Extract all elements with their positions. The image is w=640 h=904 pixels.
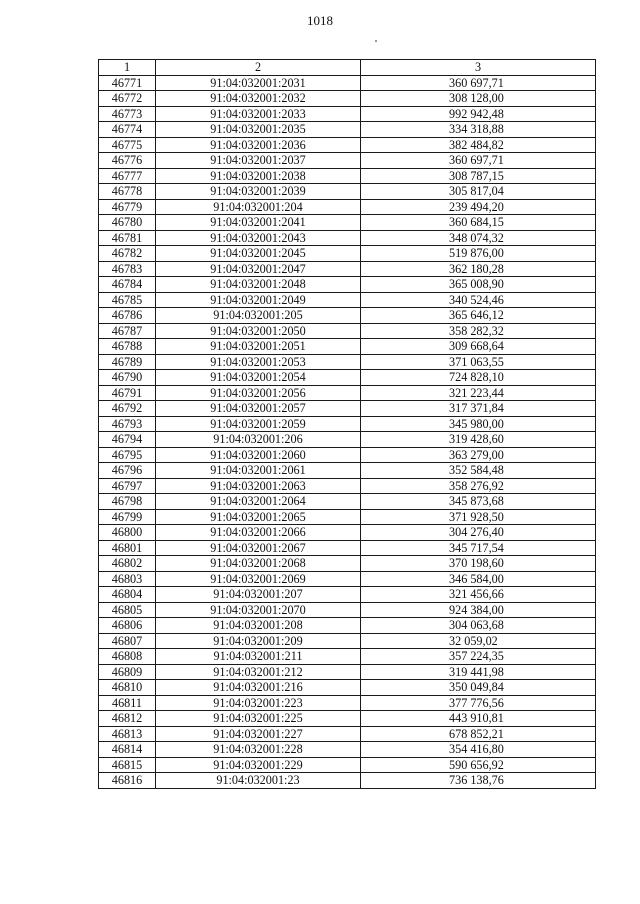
table-row — [99, 246, 596, 262]
table-row — [99, 540, 596, 556]
row-number-cell: 46806 — [99, 618, 156, 634]
cadastral-value-cell: 358 282,32 — [361, 323, 596, 339]
row-number-cell: 46787 — [99, 323, 156, 339]
cadastral-value-cell: 308 128,00 — [361, 91, 596, 107]
row-number-cell: 46810 — [99, 680, 156, 696]
row-number-cell: 46774 — [99, 122, 156, 138]
cadastral-number-cell: 91:04:032001:206 — [156, 432, 361, 448]
cadastral-number-cell: 91:04:032001:216 — [156, 680, 361, 696]
cadastral-number-cell: 91:04:032001:2036 — [156, 137, 361, 153]
row-number-cell: 46804 — [99, 587, 156, 603]
row-number-cell: 46780 — [99, 215, 156, 231]
cadastral-value-cell: 321 456,66 — [361, 587, 596, 603]
row-number-cell: 46803 — [99, 571, 156, 587]
table-row — [99, 91, 596, 107]
cadastral-value-cell: 357 224,35 — [361, 649, 596, 665]
row-number-cell: 46773 — [99, 106, 156, 122]
cadastral-value-cell: 519 876,00 — [361, 246, 596, 262]
row-number-cell: 46800 — [99, 525, 156, 541]
row-number-cell: 46793 — [99, 416, 156, 432]
cadastral-number-cell: 91:04:032001:2039 — [156, 184, 361, 200]
table-row — [99, 757, 596, 773]
cadastral-value-cell: 319 428,60 — [361, 432, 596, 448]
cadastral-number-cell: 91:04:032001:2031 — [156, 75, 361, 91]
table-row — [99, 323, 596, 339]
table-row — [99, 478, 596, 494]
row-number-cell: 46809 — [99, 664, 156, 680]
row-number-cell: 46778 — [99, 184, 156, 200]
cadastral-value-cell: 371 928,50 — [361, 509, 596, 525]
cadastral-value-cell: 360 697,71 — [361, 153, 596, 169]
cadastral-number-cell: 91:04:032001:209 — [156, 633, 361, 649]
row-number-cell: 46782 — [99, 246, 156, 262]
cadastral-number-cell: 91:04:032001:2049 — [156, 292, 361, 308]
table-row — [99, 525, 596, 541]
cadastral-number-cell: 91:04:032001:2056 — [156, 385, 361, 401]
cadastral-value-cell: 371 063,55 — [361, 354, 596, 370]
cadastral-number-cell: 91:04:032001:2045 — [156, 246, 361, 262]
table-row — [99, 277, 596, 293]
table-row — [99, 137, 596, 153]
cadastral-value-cell: 365 008,90 — [361, 277, 596, 293]
row-number-cell: 46788 — [99, 339, 156, 355]
cadastral-number-cell: 91:04:032001:2032 — [156, 91, 361, 107]
table-row — [99, 556, 596, 572]
table-row — [99, 354, 596, 370]
table-row — [99, 773, 596, 789]
table-row — [99, 122, 596, 138]
cadastral-number-cell: 91:04:032001:2035 — [156, 122, 361, 138]
table-row — [99, 432, 596, 448]
cadastral-value-cell: 358 276,92 — [361, 478, 596, 494]
table-row — [99, 416, 596, 432]
cadastral-value-cell: 924 384,00 — [361, 602, 596, 618]
table-row — [99, 75, 596, 91]
table-row — [99, 153, 596, 169]
table-row — [99, 385, 596, 401]
cadastral-number-cell: 91:04:032001:223 — [156, 695, 361, 711]
row-number-cell: 46815 — [99, 757, 156, 773]
cadastral-value-table — [98, 59, 596, 789]
table-row — [99, 571, 596, 587]
table-row — [99, 726, 596, 742]
cadastral-number-cell: 91:04:032001:2070 — [156, 602, 361, 618]
row-number-cell: 46781 — [99, 230, 156, 246]
cadastral-number-cell: 91:04:032001:2043 — [156, 230, 361, 246]
row-number-cell: 46811 — [99, 695, 156, 711]
cadastral-number-cell: 91:04:032001:204 — [156, 199, 361, 215]
scan-speck — [375, 40, 377, 42]
table-row — [99, 199, 596, 215]
cadastral-number-cell: 91:04:032001:2033 — [156, 106, 361, 122]
table-row — [99, 587, 596, 603]
table-row — [99, 339, 596, 355]
page-number: 1018 — [307, 13, 333, 28]
cadastral-number-cell: 91:04:032001:2066 — [156, 525, 361, 541]
cadastral-value-cell: 309 668,64 — [361, 339, 596, 355]
cadastral-value-cell: 360 684,15 — [361, 215, 596, 231]
column-header-3: 3 — [361, 60, 596, 76]
cadastral-value-cell: 239 494,20 — [361, 199, 596, 215]
cadastral-number-cell: 91:04:032001:2037 — [156, 153, 361, 169]
table-row — [99, 618, 596, 634]
row-number-cell: 46785 — [99, 292, 156, 308]
row-number-cell: 46792 — [99, 401, 156, 417]
table-row — [99, 308, 596, 324]
cadastral-value-cell: 340 524,46 — [361, 292, 596, 308]
cadastral-number-cell: 91:04:032001:228 — [156, 742, 361, 758]
table-row — [99, 215, 596, 231]
cadastral-number-cell: 91:04:032001:2057 — [156, 401, 361, 417]
row-number-cell: 46813 — [99, 726, 156, 742]
cadastral-number-cell: 91:04:032001:229 — [156, 757, 361, 773]
row-number-cell: 46808 — [99, 649, 156, 665]
row-number-cell: 46816 — [99, 773, 156, 789]
row-number-cell: 46777 — [99, 168, 156, 184]
table-row — [99, 602, 596, 618]
table-row — [99, 184, 596, 200]
cadastral-number-cell: 91:04:032001:2068 — [156, 556, 361, 572]
cadastral-number-cell: 91:04:032001:23 — [156, 773, 361, 789]
table-header-row — [99, 60, 596, 76]
cadastral-number-cell: 91:04:032001:2054 — [156, 370, 361, 386]
row-number-cell: 46798 — [99, 494, 156, 510]
cadastral-value-cell: 317 371,84 — [361, 401, 596, 417]
cadastral-number-cell: 91:04:032001:2069 — [156, 571, 361, 587]
row-number-cell: 46775 — [99, 137, 156, 153]
table-row — [99, 649, 596, 665]
cadastral-number-cell: 91:04:032001:212 — [156, 664, 361, 680]
row-number-cell: 46794 — [99, 432, 156, 448]
table-row — [99, 695, 596, 711]
table-row — [99, 742, 596, 758]
row-number-cell: 46789 — [99, 354, 156, 370]
row-number-cell: 46771 — [99, 75, 156, 91]
row-number-cell: 46791 — [99, 385, 156, 401]
cadastral-number-cell: 91:04:032001:2050 — [156, 323, 361, 339]
row-number-cell: 46783 — [99, 261, 156, 277]
cadastral-number-cell: 91:04:032001:208 — [156, 618, 361, 634]
table-row — [99, 463, 596, 479]
cadastral-value-cell: 443 910,81 — [361, 711, 596, 727]
cadastral-number-cell: 91:04:032001:2063 — [156, 478, 361, 494]
cadastral-value-cell: 363 279,00 — [361, 447, 596, 463]
cadastral-number-cell: 91:04:032001:2061 — [156, 463, 361, 479]
cadastral-value-cell: 350 049,84 — [361, 680, 596, 696]
cadastral-number-cell: 91:04:032001:2047 — [156, 261, 361, 277]
table-row — [99, 494, 596, 510]
row-number-cell: 46801 — [99, 540, 156, 556]
cadastral-value-cell: 362 180,28 — [361, 261, 596, 277]
cadastral-value-cell: 345 717,54 — [361, 540, 596, 556]
column-header-1: 1 — [99, 60, 156, 76]
row-number-cell: 46790 — [99, 370, 156, 386]
table-row — [99, 168, 596, 184]
cadastral-value-cell: 992 942,48 — [361, 106, 596, 122]
cadastral-value-cell: 305 817,04 — [361, 184, 596, 200]
cadastral-value-cell: 354 416,80 — [361, 742, 596, 758]
cadastral-number-cell: 91:04:032001:2060 — [156, 447, 361, 463]
table-row — [99, 370, 596, 386]
cadastral-number-cell: 91:04:032001:2041 — [156, 215, 361, 231]
column-header-2: 2 — [156, 60, 361, 76]
cadastral-number-cell: 91:04:032001:205 — [156, 308, 361, 324]
table-row — [99, 106, 596, 122]
row-number-cell: 46807 — [99, 633, 156, 649]
cadastral-value-cell: 319 441,98 — [361, 664, 596, 680]
cadastral-value-cell: 304 276,40 — [361, 525, 596, 541]
table-row — [99, 447, 596, 463]
table-row — [99, 292, 596, 308]
cadastral-number-cell: 91:04:032001:227 — [156, 726, 361, 742]
table-row — [99, 261, 596, 277]
table-row — [99, 664, 596, 680]
cadastral-number-cell: 91:04:032001:2053 — [156, 354, 361, 370]
cadastral-value-cell: 32 059,02 — [361, 633, 596, 649]
table-row — [99, 401, 596, 417]
cadastral-value-cell: 308 787,15 — [361, 168, 596, 184]
table-row — [99, 509, 596, 525]
cadastral-value-cell: 334 318,88 — [361, 122, 596, 138]
cadastral-value-cell: 382 484,82 — [361, 137, 596, 153]
table-row — [99, 633, 596, 649]
row-number-cell: 46814 — [99, 742, 156, 758]
cadastral-value-cell: 377 776,56 — [361, 695, 596, 711]
row-number-cell: 46805 — [99, 602, 156, 618]
cadastral-value-cell: 360 697,71 — [361, 75, 596, 91]
cadastral-value-cell: 724 828,10 — [361, 370, 596, 386]
row-number-cell: 46796 — [99, 463, 156, 479]
row-number-cell: 46797 — [99, 478, 156, 494]
row-number-cell: 46799 — [99, 509, 156, 525]
cadastral-value-cell: 304 063,68 — [361, 618, 596, 634]
row-number-cell: 46795 — [99, 447, 156, 463]
cadastral-value-cell: 365 646,12 — [361, 308, 596, 324]
cadastral-number-cell: 91:04:032001:2064 — [156, 494, 361, 510]
row-number-cell: 46802 — [99, 556, 156, 572]
cadastral-value-cell: 352 584,48 — [361, 463, 596, 479]
cadastral-value-cell: 678 852,21 — [361, 726, 596, 742]
cadastral-value-cell: 370 198,60 — [361, 556, 596, 572]
cadastral-value-cell: 346 584,00 — [361, 571, 596, 587]
cadastral-number-cell: 91:04:032001:2038 — [156, 168, 361, 184]
cadastral-number-cell: 91:04:032001:2048 — [156, 277, 361, 293]
cadastral-number-cell: 91:04:032001:211 — [156, 649, 361, 665]
cadastral-value-cell: 590 656,92 — [361, 757, 596, 773]
table-row — [99, 680, 596, 696]
row-number-cell: 46786 — [99, 308, 156, 324]
cadastral-number-cell: 91:04:032001:207 — [156, 587, 361, 603]
table-row — [99, 230, 596, 246]
row-number-cell: 46776 — [99, 153, 156, 169]
row-number-cell: 46772 — [99, 91, 156, 107]
cadastral-number-cell: 91:04:032001:225 — [156, 711, 361, 727]
cadastral-number-cell: 91:04:032001:2059 — [156, 416, 361, 432]
cadastral-value-cell: 348 074,32 — [361, 230, 596, 246]
cadastral-number-cell: 91:04:032001:2067 — [156, 540, 361, 556]
cadastral-value-cell: 345 873,68 — [361, 494, 596, 510]
row-number-cell: 46784 — [99, 277, 156, 293]
row-number-cell: 46779 — [99, 199, 156, 215]
table-row — [99, 711, 596, 727]
cadastral-value-cell: 321 223,44 — [361, 385, 596, 401]
cadastral-value-cell: 736 138,76 — [361, 773, 596, 789]
cadastral-value-cell: 345 980,00 — [361, 416, 596, 432]
row-number-cell: 46812 — [99, 711, 156, 727]
cadastral-number-cell: 91:04:032001:2065 — [156, 509, 361, 525]
cadastral-number-cell: 91:04:032001:2051 — [156, 339, 361, 355]
